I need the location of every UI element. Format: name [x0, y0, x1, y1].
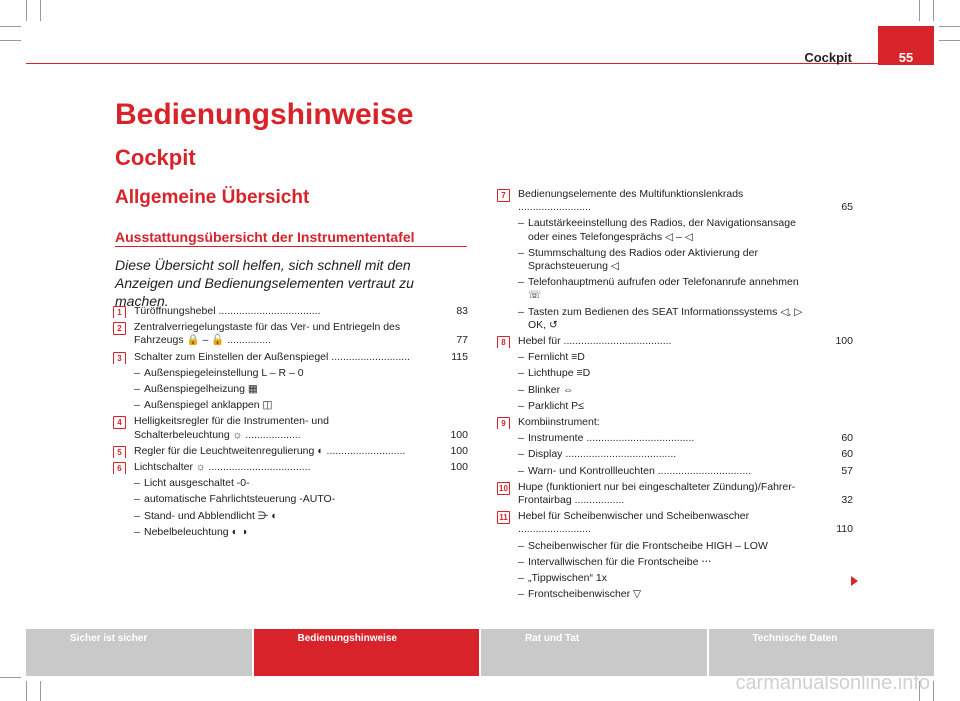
item-text: Hebel für Scheibenwischer und Scheibenwascher ......................... — [518, 510, 750, 536]
crop-mark — [0, 677, 21, 678]
sub-item — [518, 276, 853, 302]
right-column — [497, 188, 853, 604]
sub-item — [134, 493, 468, 506]
sub-item — [134, 399, 468, 412]
list-item — [497, 510, 853, 536]
sub-text: Stummschaltung des Radios oder Aktivierung der Sprachsteuerung ◁ — [528, 246, 758, 273]
sub-item — [518, 448, 853, 461]
footer-tab-sicher[interactable]: Sicher ist sicher — [26, 629, 254, 676]
sub-text: automatische Fahrlichtsteuerung -AUTO- — [144, 493, 336, 506]
item-page: 100 — [450, 428, 468, 441]
sub-item — [518, 572, 853, 585]
item-page: 77 — [456, 334, 468, 347]
dash: – — [518, 305, 524, 318]
sub-item — [518, 400, 853, 413]
item-number: 3 — [113, 352, 126, 364]
sub-item — [134, 367, 468, 380]
item-number: 6 — [113, 462, 126, 474]
sub-text: Stand- und Abblendlicht ⋺ ◐ — [144, 509, 278, 522]
item-page: 115 — [451, 350, 468, 363]
footer-tab-bedienungshinweise[interactable]: Bedienungshinweise — [254, 629, 482, 676]
sub-text: Außenspiegelheizung ▦ — [144, 383, 258, 396]
item-page: 100 — [450, 444, 468, 457]
item-page: 110 — [836, 523, 853, 536]
item-text: Hebel für ..................................... — [518, 335, 672, 348]
sub-text: Tasten zum Bedienen des SEAT Informationssystems ◁, ▷ OK, ↺ — [528, 305, 803, 331]
header-rule — [26, 63, 878, 64]
list-item — [497, 188, 853, 214]
item-text: Schalter zum Einstellen der Außenspiegel ........................... — [134, 350, 411, 363]
dash: – — [134, 493, 140, 506]
list-item — [113, 321, 468, 347]
sub-text: Display ...................................... — [528, 448, 677, 461]
dash: – — [518, 351, 524, 364]
sub-text: Lautstärkeeinstellung des Radios, der Navigationsansage oder eines Telefongesprächs ◁ – ◁ — [528, 217, 796, 243]
sub-item — [518, 351, 853, 364]
dash: – — [518, 246, 524, 259]
item-page: 65 — [841, 201, 853, 214]
dash: – — [518, 464, 524, 477]
sub-text: Nebelbeleuchtung ◐ ◑ — [144, 525, 248, 538]
item-page: 100 — [835, 335, 853, 348]
sub-text: Fernlicht ≡D — [528, 351, 585, 364]
dash: – — [518, 399, 524, 412]
list-item — [113, 305, 468, 318]
sub-item — [518, 306, 853, 332]
sub-item — [518, 465, 853, 478]
crop-mark — [939, 40, 960, 41]
item-number: 9 — [497, 417, 510, 429]
sub-item — [518, 247, 853, 273]
sub-page: 57 — [841, 464, 853, 477]
dash: – — [518, 217, 524, 230]
list-item — [497, 416, 853, 429]
item-text: Lichtschalter ☼ ................................... — [134, 461, 311, 474]
sub-text: Intervallwischen für die Frontscheibe ⋅⋅⋅ — [528, 555, 712, 568]
topic-title: Ausstattungsübersicht der Instrumententafel — [115, 229, 415, 245]
item-text: Bedienungselemente des Multifunktionslenkrads ......................... — [518, 188, 744, 214]
list-item — [113, 351, 468, 364]
sub-text: Instrumente ..................................... — [528, 432, 695, 445]
crop-mark — [26, 0, 27, 21]
topic-rule — [115, 246, 467, 247]
subsection-title: Allgemeine Übersicht — [115, 187, 310, 208]
crop-mark — [0, 26, 21, 27]
crop-mark — [40, 0, 41, 21]
item-number: 1 — [113, 306, 126, 318]
chapter-title: Bedienungshinweise — [115, 98, 414, 131]
dash: – — [518, 448, 524, 461]
dash: – — [518, 572, 524, 585]
dash: – — [518, 383, 524, 396]
item-page: 32 — [841, 494, 853, 507]
item-page: 100 — [450, 461, 468, 474]
continue-arrow-icon — [851, 576, 858, 586]
list-item — [497, 481, 853, 507]
left-column — [113, 305, 468, 542]
sub-text: Warn- und Kontrollleuchten ................................ — [528, 464, 752, 477]
dash: – — [518, 276, 524, 289]
dash: – — [134, 509, 140, 522]
dash: – — [518, 588, 524, 601]
sub-item — [518, 588, 853, 601]
header-section-title: Cockpit — [804, 50, 852, 65]
page-number: 55 — [878, 26, 934, 65]
crop-mark — [919, 0, 920, 21]
dash: – — [134, 383, 140, 396]
crop-mark — [933, 0, 934, 21]
sub-item — [518, 540, 853, 553]
item-number: 10 — [497, 482, 510, 495]
list-item — [113, 415, 468, 441]
section-title: Cockpit — [115, 145, 196, 170]
sub-text: Scheibenwischer für die Frontscheibe HIGH – LOW — [528, 539, 768, 552]
crop-mark — [939, 26, 960, 27]
item-page: 83 — [456, 305, 468, 317]
sub-item — [518, 432, 853, 445]
dash: – — [518, 539, 524, 552]
dash: – — [134, 399, 140, 412]
item-number: 8 — [497, 336, 510, 348]
sub-text: Außenspiegel anklappen ◫ — [144, 399, 273, 412]
sub-item — [518, 384, 853, 397]
dash: – — [518, 367, 524, 380]
sub-page: 60 — [841, 448, 853, 461]
item-number: 4 — [113, 416, 126, 429]
crop-mark — [40, 681, 41, 701]
sub-item — [134, 477, 468, 490]
sub-text: „Tippwischen“ 1x — [528, 572, 607, 585]
item-number: 7 — [497, 189, 510, 202]
dash: – — [518, 432, 524, 445]
footer-tab-technische-daten[interactable]: Technische Daten — [709, 629, 935, 676]
list-item — [113, 445, 468, 458]
list-item — [113, 461, 468, 474]
item-text: Kombiinstrument: — [518, 416, 600, 429]
sub-item — [134, 526, 468, 539]
sub-item — [518, 367, 853, 380]
dash: – — [134, 366, 140, 379]
sub-text: Parklicht P≤ — [528, 399, 584, 412]
footer-tabs — [26, 629, 934, 676]
list-item — [497, 335, 853, 348]
sub-item — [134, 383, 468, 396]
sub-page: 60 — [841, 432, 853, 445]
item-text: Zentralverriegelungstaste für das Ver- und Entriegeln des Fahrzeugs 🔒 – 🔓 ............... — [134, 321, 401, 347]
sub-text: Licht ausgeschaltet -0- — [144, 477, 250, 490]
sub-text: Blinker ⇔ — [528, 383, 574, 396]
intro-text: Diese Übersicht soll helfen, sich schnell mit den Anzeigen und Bedienungselementen vertraut zu machen. — [115, 257, 414, 309]
item-text: Hupe (funktioniert nur bei eingeschalteter Zündung)/Fahrer-Frontairbag ................. — [518, 480, 796, 507]
item-text: Regler für die Leuchtweitenregulierung ◐ ........................... — [134, 444, 406, 457]
item-number: 5 — [113, 446, 126, 458]
footer-tab-rat-und-tat[interactable]: Rat und Tat — [481, 629, 709, 676]
crop-mark — [26, 681, 27, 701]
dash: – — [518, 555, 524, 568]
watermark: carmanualsonline.info — [735, 672, 930, 694]
item-text: Türöffnungshebel ................................... — [134, 305, 321, 317]
sub-text: Lichthupe ≡D — [528, 367, 591, 380]
crop-mark — [933, 681, 934, 701]
dash: – — [134, 477, 140, 490]
sub-text: Außenspiegeleinstellung L – R – 0 — [144, 366, 304, 379]
sub-item — [518, 556, 853, 569]
item-text: Helligkeitsregler für die Instrumenten- und Schalterbeleuchtung ☼ ................... — [134, 415, 329, 441]
sub-text: Telefonhauptmenü aufrufen oder Telefonanrufe annehmen ☏ — [528, 276, 799, 302]
sub-item — [134, 510, 468, 523]
crop-mark — [0, 40, 21, 41]
item-number: 11 — [497, 511, 510, 524]
sub-text: Frontscheibenwischer ▽ — [528, 588, 642, 601]
sub-item — [518, 217, 853, 243]
dash: – — [134, 525, 140, 538]
item-number: 2 — [113, 322, 126, 335]
